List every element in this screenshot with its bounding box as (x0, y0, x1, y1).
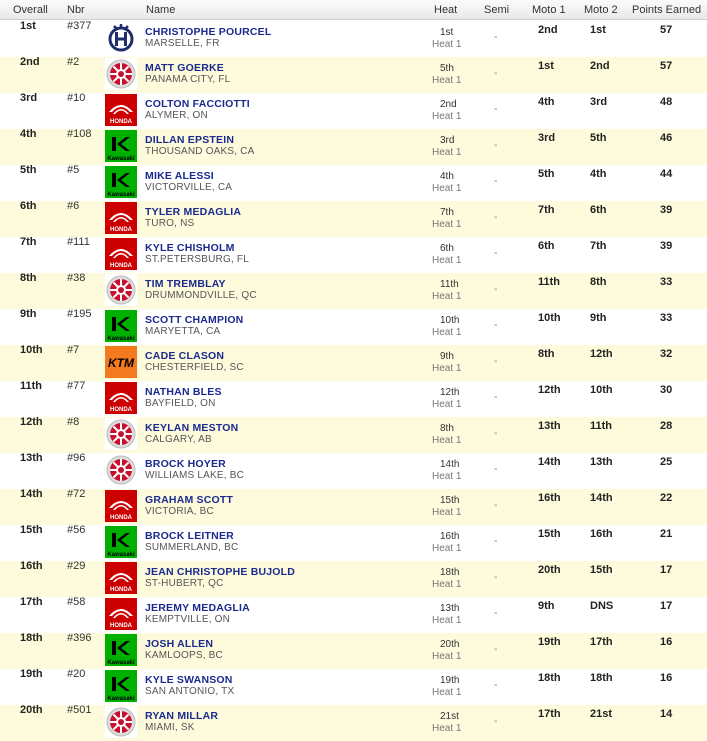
overall-position: 15th (20, 524, 43, 536)
moto1-result: 1st (538, 60, 554, 72)
heat-result: 10th (440, 315, 460, 326)
moto2-result: 14th (590, 492, 613, 504)
rider-number: #377 (67, 20, 92, 32)
rider-name[interactable]: MIKE ALESSI (145, 170, 214, 182)
rider-hometown: THOUSAND OAKS, CA (145, 146, 255, 157)
rider-number: #20 (67, 668, 86, 680)
points-earned: 30 (660, 384, 673, 396)
rider-hometown: SAN ANTONIO, TX (145, 686, 235, 697)
svg-text:HONDA: HONDA (110, 119, 132, 125)
semi-result: - (494, 680, 498, 691)
moto2-result: 8th (590, 276, 607, 288)
header-heat[interactable]: Heat (434, 4, 458, 16)
rider-hometown: WILLIAMS LAKE, BC (145, 470, 244, 481)
moto1-result: 19th (538, 636, 561, 648)
yamaha-logo-icon (105, 274, 137, 306)
heat-number: Heat 1 (432, 507, 462, 518)
rider-number: #56 (67, 524, 86, 536)
points-earned: 57 (660, 60, 673, 72)
overall-position: 3rd (20, 92, 38, 104)
overall-position: 4th (20, 128, 37, 140)
heat-result: 18th (440, 567, 460, 578)
moto2-result: 9th (590, 312, 607, 324)
svg-text:HONDA: HONDA (110, 587, 132, 593)
moto1-result: 3rd (538, 132, 556, 144)
rider-hometown: ALYMER, ON (145, 110, 208, 121)
overall-position: 16th (20, 560, 43, 572)
moto1-result: 14th (538, 456, 561, 468)
heat-number: Heat 1 (432, 543, 462, 554)
semi-result: - (494, 536, 498, 547)
moto1-result: 5th (538, 168, 555, 180)
rider-hometown: VICTORIA, BC (145, 506, 214, 517)
semi-result: - (494, 284, 498, 295)
points-earned: 33 (660, 276, 673, 288)
kawasaki-logo-icon (105, 166, 137, 198)
moto1-result: 4th (538, 96, 555, 108)
table-row[interactable] (0, 345, 707, 381)
moto2-result: 10th (590, 384, 613, 396)
points-earned: 28 (660, 420, 673, 432)
table-row[interactable] (0, 237, 707, 273)
kawasaki-logo-icon (105, 670, 137, 702)
semi-result: - (494, 464, 498, 475)
rider-name[interactable]: JEREMY MEDAGLIA (145, 602, 250, 614)
rider-number: #396 (67, 632, 92, 644)
table-row[interactable] (0, 273, 707, 309)
points-earned: 17 (660, 564, 673, 576)
semi-result: - (494, 140, 498, 151)
kawasaki-logo-icon (105, 634, 137, 666)
table-row[interactable] (0, 417, 707, 453)
points-earned: 16 (660, 636, 673, 648)
header-moto2[interactable]: Moto 2 (584, 4, 618, 16)
heat-number: Heat 1 (432, 579, 462, 590)
semi-result: - (494, 428, 498, 439)
semi-result: - (494, 212, 498, 223)
rider-hometown: ST-HUBERT, QC (145, 578, 224, 589)
svg-text:HONDA: HONDA (110, 263, 132, 269)
moto1-result: 10th (538, 312, 561, 324)
rider-number: #6 (67, 200, 80, 212)
rider-number: #195 (67, 308, 92, 320)
semi-result: - (494, 716, 498, 727)
rider-number: #2 (67, 56, 80, 68)
rider-number: #77 (67, 380, 86, 392)
rider-name[interactable]: TIM TREMBLAY (145, 278, 226, 290)
rider-number: #38 (67, 272, 86, 284)
points-earned: 48 (660, 96, 673, 108)
overall-position: 10th (20, 344, 43, 356)
rider-name[interactable]: SCOTT CHAMPION (145, 314, 244, 326)
rider-number: #8 (67, 416, 80, 428)
moto1-result: 11th (538, 276, 561, 288)
table-row[interactable] (0, 129, 707, 165)
moto1-result: 18th (538, 672, 561, 684)
points-earned: 32 (660, 348, 673, 360)
honda-logo-icon (105, 562, 137, 594)
honda-logo-icon (105, 238, 137, 270)
heat-result: 15th (440, 495, 460, 506)
semi-result: - (494, 392, 498, 403)
points-earned: 57 (660, 24, 673, 36)
heat-number: Heat 1 (432, 723, 462, 734)
semi-result: - (494, 68, 498, 79)
heat-result: 4th (440, 171, 454, 182)
rider-name[interactable]: KYLE SWANSON (145, 674, 233, 686)
rider-name[interactable]: BROCK HOYER (145, 458, 226, 470)
heat-result: 5th (440, 63, 454, 74)
table-row[interactable] (0, 453, 707, 489)
svg-text:HONDA: HONDA (110, 623, 132, 629)
table-row[interactable] (0, 525, 707, 561)
heat-number: Heat 1 (432, 651, 462, 662)
yamaha-logo-icon (105, 454, 137, 486)
heat-number: Heat 1 (432, 435, 462, 446)
moto1-result: 6th (538, 240, 555, 252)
rider-number: #7 (67, 344, 80, 356)
heat-result: 14th (440, 459, 460, 470)
header-moto1[interactable]: Moto 1 (532, 4, 566, 16)
rider-name[interactable]: BROCK LEITNER (145, 530, 234, 542)
overall-position: 12th (20, 416, 43, 428)
svg-text:Kawasaki: Kawasaki (107, 192, 135, 198)
heat-number: Heat 1 (432, 687, 462, 698)
yamaha-logo-icon (105, 58, 137, 90)
moto2-result: DNS (590, 600, 614, 612)
moto1-result: 20th (538, 564, 561, 576)
points-earned: 17 (660, 600, 673, 612)
rider-hometown: TURO, NS (145, 218, 195, 229)
moto2-result: 21st (590, 708, 613, 720)
rider-number: #501 (67, 704, 92, 716)
overall-position: 1st (20, 20, 36, 32)
honda-logo-icon (105, 94, 137, 126)
heat-number: Heat 1 (432, 363, 462, 374)
rider-name[interactable]: CHRISTOPHE POURCEL (145, 26, 272, 38)
rider-name[interactable]: CADE CLASON (145, 350, 225, 362)
table-row[interactable] (0, 489, 707, 525)
overall-position: 8th (20, 272, 37, 284)
rider-name[interactable]: DILLAN EPSTEIN (145, 134, 235, 146)
svg-text:Kawasaki: Kawasaki (107, 552, 135, 558)
moto1-result: 7th (538, 204, 555, 216)
heat-result: 2nd (440, 99, 457, 110)
svg-text:HONDA: HONDA (110, 227, 132, 233)
svg-text:Kawasaki: Kawasaki (107, 696, 135, 702)
rider-hometown: KEMPTVILLE, ON (145, 614, 231, 625)
table-row[interactable] (0, 93, 707, 129)
table-row[interactable] (0, 381, 707, 417)
svg-text:Kawasaki: Kawasaki (107, 156, 135, 162)
moto1-result: 9th (538, 600, 555, 612)
heat-result: 13th (440, 603, 460, 614)
overall-position: 2nd (20, 56, 40, 68)
heat-number: Heat 1 (432, 291, 462, 302)
table-row[interactable] (0, 165, 707, 201)
rider-name[interactable]: MATT GOERKE (145, 62, 225, 74)
moto2-result: 12th (590, 348, 613, 360)
overall-position: 6th (20, 200, 37, 212)
moto2-result: 11th (590, 420, 613, 432)
moto1-result: 17th (538, 708, 561, 720)
rider-number: #108 (67, 128, 92, 140)
rider-name[interactable]: JOSH ALLEN (145, 638, 214, 650)
rider-hometown: CALGARY, AB (145, 434, 212, 445)
moto2-result: 6th (590, 204, 607, 216)
moto1-result: 13th (538, 420, 561, 432)
husqvarna-logo-icon (105, 22, 137, 54)
moto2-result: 3rd (590, 96, 608, 108)
overall-position: 9th (20, 308, 37, 320)
rider-hometown: MARYETTA, CA (145, 326, 221, 337)
rider-hometown: BAYFIELD, ON (145, 398, 216, 409)
overall-position: 7th (20, 236, 37, 248)
moto2-result: 5th (590, 132, 607, 144)
moto1-result: 2nd (538, 24, 558, 36)
heat-result: 8th (440, 423, 454, 434)
kawasaki-logo-icon (105, 130, 137, 162)
heat-result: 3rd (440, 135, 455, 146)
semi-result: - (494, 356, 498, 367)
semi-result: - (494, 248, 498, 259)
header-overall[interactable]: Overall (13, 4, 48, 16)
heat-result: 20th (440, 639, 460, 650)
moto2-result: 16th (590, 528, 613, 540)
overall-position: 19th (20, 668, 43, 680)
semi-result: - (494, 644, 498, 655)
rider-hometown: MARSELLE, FR (145, 38, 220, 49)
moto2-result: 13th (590, 456, 613, 468)
points-earned: 33 (660, 312, 673, 324)
svg-text:Kawasaki: Kawasaki (107, 336, 135, 342)
heat-result: 7th (440, 207, 454, 218)
honda-logo-icon (105, 490, 137, 522)
heat-result: 1st (440, 27, 454, 38)
overall-position: 18th (20, 632, 43, 644)
moto2-result: 1st (590, 24, 606, 36)
rider-number: #10 (67, 92, 86, 104)
heat-number: Heat 1 (432, 111, 462, 122)
rider-number: #29 (67, 560, 86, 572)
heat-number: Heat 1 (432, 219, 462, 230)
overall-position: 20th (20, 704, 43, 716)
moto2-result: 2nd (590, 60, 610, 72)
semi-result: - (494, 32, 498, 43)
rider-hometown: PANAMA CITY, FL (145, 74, 231, 85)
svg-text:HONDA: HONDA (110, 407, 132, 413)
overall-position: 14th (20, 488, 43, 500)
points-earned: 46 (660, 132, 673, 144)
rider-hometown: VICTORVILLE, CA (145, 182, 233, 193)
rider-name[interactable]: GRAHAM SCOTT (145, 494, 234, 506)
rider-number: #72 (67, 488, 86, 500)
points-earned: 14 (660, 708, 673, 720)
table-row[interactable] (0, 57, 707, 93)
heat-number: Heat 1 (432, 255, 462, 266)
table-row[interactable] (0, 669, 707, 705)
points-earned: 44 (660, 168, 673, 180)
points-earned: 39 (660, 204, 673, 216)
yamaha-logo-icon (105, 418, 137, 450)
honda-logo-icon (105, 382, 137, 414)
semi-result: - (494, 572, 498, 583)
table-row[interactable] (0, 309, 707, 345)
moto1-result: 8th (538, 348, 555, 360)
heat-number: Heat 1 (432, 147, 462, 158)
heat-result: 9th (440, 351, 454, 362)
semi-result: - (494, 320, 498, 331)
honda-logo-icon (105, 598, 137, 630)
kawasaki-logo-icon (105, 526, 137, 558)
moto1-result: 15th (538, 528, 561, 540)
moto2-result: 4th (590, 168, 607, 180)
rider-hometown: DRUMMONDVILLE, QC (145, 290, 257, 301)
heat-result: 12th (440, 387, 460, 398)
table-row[interactable] (0, 201, 707, 237)
points-earned: 39 (660, 240, 673, 252)
heat-result: 21st (440, 711, 459, 722)
heat-number: Heat 1 (432, 399, 462, 410)
rider-name[interactable]: TYLER MEDAGLIA (145, 206, 242, 218)
rider-hometown: MIAMI, SK (145, 722, 195, 733)
yamaha-logo-icon (105, 706, 137, 738)
heat-result: 11th (440, 279, 459, 290)
overall-position: 5th (20, 164, 37, 176)
table-row[interactable] (0, 633, 707, 669)
semi-result: - (494, 608, 498, 619)
rider-hometown: CHESTERFIELD, SC (145, 362, 244, 373)
overall-position: 11th (20, 380, 43, 392)
points-earned: 22 (660, 492, 673, 504)
moto2-result: 18th (590, 672, 613, 684)
svg-text:HONDA: HONDA (110, 515, 132, 521)
table-row[interactable] (0, 561, 707, 597)
rider-hometown: KAMLOOPS, BC (145, 650, 223, 661)
rider-name[interactable]: RYAN MILLAR (145, 710, 219, 722)
rider-number: #111 (67, 236, 90, 248)
semi-result: - (494, 176, 498, 187)
table-row[interactable] (0, 21, 707, 57)
kawasaki-logo-icon (105, 310, 137, 342)
heat-number: Heat 1 (432, 471, 462, 482)
heat-number: Heat 1 (432, 327, 462, 338)
heat-number: Heat 1 (432, 183, 462, 194)
points-earned: 16 (660, 672, 673, 684)
header-semi[interactable]: Semi (484, 4, 510, 16)
points-earned: 25 (660, 456, 673, 468)
moto2-result: 7th (590, 240, 607, 252)
rider-hometown: SUMMERLAND, BC (145, 542, 239, 553)
heat-result: 16th (440, 531, 460, 542)
points-earned: 21 (660, 528, 673, 540)
heat-result: 19th (440, 675, 460, 686)
heat-number: Heat 1 (432, 615, 462, 626)
table-row[interactable] (0, 597, 707, 633)
rider-name[interactable]: JEAN CHRISTOPHE BUJOLD (145, 566, 296, 578)
ktm-logo-icon (105, 346, 137, 378)
overall-position: 13th (20, 452, 43, 464)
semi-result: - (494, 104, 498, 115)
semi-result: - (494, 500, 498, 511)
svg-text:KTM: KTM (108, 356, 134, 370)
svg-text:Kawasaki: Kawasaki (107, 660, 135, 666)
moto1-result: 12th (538, 384, 561, 396)
rider-name[interactable]: NATHAN BLES (145, 386, 222, 398)
heat-number: Heat 1 (432, 75, 462, 86)
header-points[interactable]: Points Earned (632, 4, 702, 16)
rider-number: #96 (67, 452, 86, 464)
header-nbr[interactable]: Nbr (67, 4, 85, 16)
moto1-result: 16th (538, 492, 561, 504)
honda-logo-icon (105, 202, 137, 234)
moto2-result: 15th (590, 564, 613, 576)
header-name[interactable]: Name (146, 4, 176, 16)
table-header (0, 0, 707, 20)
heat-result: 6th (440, 243, 454, 254)
rider-number: #58 (67, 596, 86, 608)
rider-name[interactable]: KYLE CHISHOLM (145, 242, 235, 254)
rider-number: #5 (67, 164, 80, 176)
rider-name[interactable]: KEYLAN MESTON (145, 422, 239, 434)
rider-hometown: ST.PETERSBURG, FL (145, 254, 249, 265)
heat-number: Heat 1 (432, 39, 462, 50)
moto2-result: 17th (590, 636, 613, 648)
rider-name[interactable]: COLTON FACCIOTTI (145, 98, 250, 110)
overall-position: 17th (20, 596, 43, 608)
